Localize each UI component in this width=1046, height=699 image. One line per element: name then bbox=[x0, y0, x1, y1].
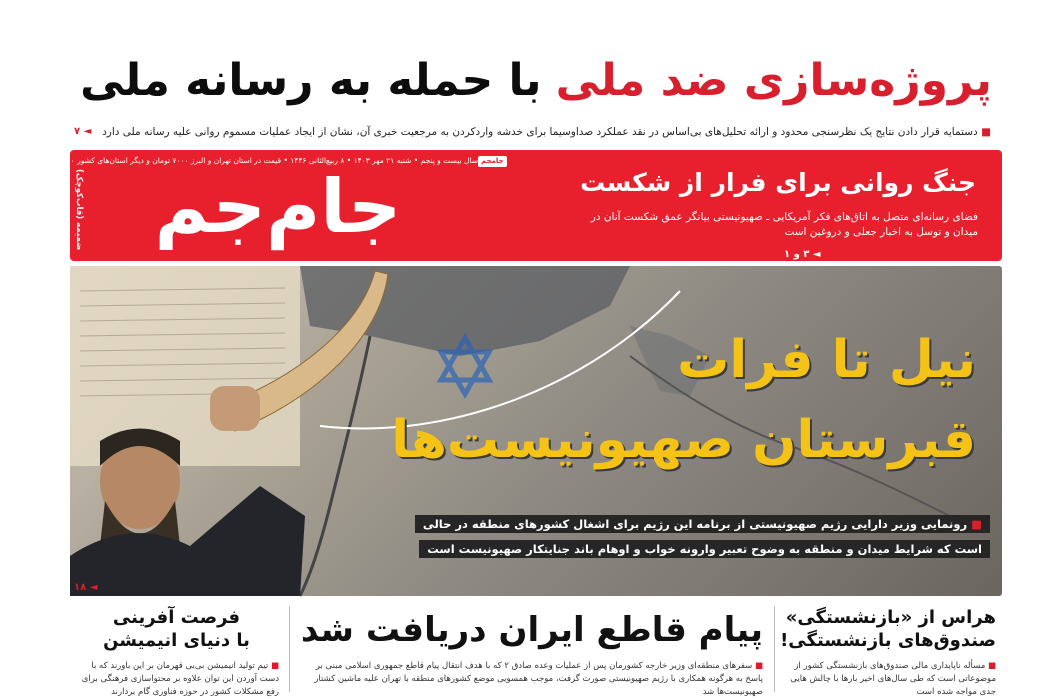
hero-page-ref[interactable]: ◄ ۱۸ bbox=[74, 582, 98, 593]
chevron-left-icon: ◄ bbox=[89, 582, 98, 593]
hero-headline-line1[interactable]: نیل تا فرات bbox=[677, 330, 976, 390]
left-story-body: ■ تیم تولید انیمیشن بی‌بی قهرمان بر این باورند که با دست آوردن این توان علاوه بر محتواسازی فرهنگی برای رفع مشکلات کشور در حوزه فناوری گام بردارند bbox=[81, 661, 279, 697]
bullet-icon: ■ bbox=[754, 661, 763, 671]
bullet-icon: ■ bbox=[270, 661, 279, 671]
top-headline-red: پروژه‌سازی ضد ملی bbox=[555, 54, 992, 106]
center-story-title[interactable]: پیام قاطع ایران دریافت شد bbox=[300, 610, 763, 650]
column-divider bbox=[774, 606, 775, 692]
bullet-icon: ■ bbox=[987, 661, 996, 671]
left-story-title-line2[interactable]: با دنیای انیمیشن bbox=[103, 630, 250, 651]
masthead-subheadline: فضای رسانه‌ای متصل به اتاق‌های فکر آمریکایی ـ صهیونیستی بیانگر عمق شکست آنان در میدان و توسل به اخبار جعلی و دروغین است bbox=[590, 211, 978, 238]
chevron-left-icon: ◄ bbox=[812, 249, 821, 260]
left-story-title-line1[interactable]: فرصت آفرینی bbox=[112, 607, 241, 628]
hero-caption-line1: ■ رونمایی وزیر دارایی رژیم صهیونیستی از برنامه این رژیم برای اشغال کشورهای منطقه در حالی bbox=[415, 515, 990, 533]
top-page-ref[interactable]: ◄ ۷ bbox=[74, 126, 92, 137]
right-story-title-line2[interactable]: صندوق‌های بازنشستگی! bbox=[780, 630, 996, 651]
bullet-icon: ■ bbox=[981, 126, 991, 138]
hero-caption-line2: است که شرایط میدان و منطقه به وضوح تعبیر وارونه خواب و اوهام باند جنایتکار صهیونیست است bbox=[419, 540, 990, 558]
edition-label: ضمیمه (قاب‌کوچک) bbox=[74, 168, 84, 250]
hero-headline-line2[interactable]: قبرستان صهیونیست‌ها bbox=[391, 410, 976, 470]
top-headline-black: با حمله به رسانه ملی bbox=[80, 54, 542, 106]
bullet-icon: ■ bbox=[971, 517, 982, 531]
right-story-title-line1[interactable]: هراس از «بازنشستگی» bbox=[785, 607, 996, 628]
chevron-left-icon: ◄ bbox=[83, 126, 92, 137]
top-summary: ■ دستمایه قرار دادن نتایج یک نظرسنجی محدود و ارائه تحلیل‌های بی‌اساس در نقد عملکرد صداوسیما برای خدشه واردکردن به مرجعیت خبری آن، نشان از ایجاد عملیات مسموم روانی علیه رسانه ملی دارد bbox=[102, 126, 991, 138]
masthead-page-ref[interactable]: ◄ ۳ و ۱ bbox=[784, 249, 821, 260]
brand-pill: جامجم bbox=[478, 156, 507, 167]
issue-info: سال بیست و پنجم • شنبه ۲۱ مهر ۱۴۰۳ • ۸ ربیع‌الثانی ۱۴۴۶ • قیمت در استان تهران و البرز ۷۰۰۰ تومان و دیگر استان‌های کشور ۵۰۰۰ تومان • ۲۰ صفحه bbox=[0, 156, 478, 165]
masthead-headline[interactable]: جنگ روانی برای فرار از شکست bbox=[580, 168, 976, 197]
right-story-body: ■ مسأله ناپایداری مالی صندوق‌های بازنشستگی کشور از موضوعاتی است که طی سال‌های اخیر بارها با چالش هایی جدی مواجه شده است bbox=[790, 661, 996, 697]
top-headline[interactable] bbox=[76, 40, 996, 120]
column-divider bbox=[289, 606, 290, 692]
center-story-body: ■ سفرهای منطقه‌ای وزیر خارجه کشورمان پس از عملیات وعده صادق ۲ که با هدف انتقال پیام قاطع جمهوری اسلامی مبنی بر پاسخ به هرگونه همکاری با رژیم صهیونیستی صورت گرفت، موجب همسویی موضع کشورهای منطقه با تهران علیه ماشین کشتار صهیونیست‌ها شد bbox=[314, 661, 763, 697]
newspaper-logo[interactable]: جام‌جم bbox=[154, 164, 402, 250]
hand bbox=[210, 386, 260, 431]
